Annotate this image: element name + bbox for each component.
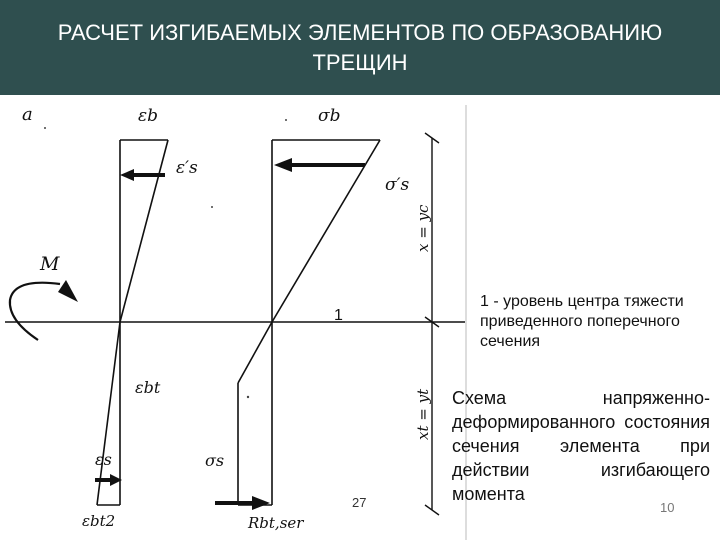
stress-arrow-bottom (215, 496, 270, 510)
diagram-caption: Схема напряженно-деформированного состояния сечения элемента при действии изгибающего момента (452, 388, 710, 504)
moment-arrow-icon (10, 280, 78, 340)
page-number: 27 (352, 495, 367, 510)
label-sigma-b: σb (318, 106, 341, 126)
label-sigma-s: σs (205, 451, 225, 470)
label-a: a (22, 104, 33, 125)
stress-arrow-top (274, 158, 365, 172)
label-sigma-s-prime: σ′s (385, 175, 410, 195)
label-eps-s-prime: ε′s (176, 158, 198, 178)
label-eps-b: εb (138, 106, 159, 126)
label-eps-s: εs (95, 450, 112, 469)
label-dim-x: x = yc (414, 204, 432, 252)
diagram-canvas (0, 95, 468, 540)
legend-text: 1 - уровень центра тяжести приведенного поперечного сечения (480, 293, 684, 350)
strain-compression-line (120, 140, 168, 322)
dimension-line (425, 133, 439, 515)
slide-title-line2: ТРЕЩИН (312, 49, 408, 75)
stress-strain-diagram (0, 95, 468, 540)
label-r-bt-ser: Rbt,ser (248, 514, 304, 532)
label-marker-1: 1 (334, 307, 343, 324)
slide-number: 10 (660, 500, 675, 515)
label-dim-xt: xt = yt (414, 388, 432, 440)
slide-title (0, 0, 720, 95)
label-eps-bt: εbt (135, 378, 161, 397)
stress-tension-sloped-line (238, 322, 272, 383)
label-eps-bt2: εbt2 (82, 512, 116, 530)
slide-title-line1: РАСЧЕТ ИЗГИБАЕМЫХ ЭЛЕМЕНТОВ ПО ОБРАЗОВАНИЮ (57, 19, 663, 45)
label-moment: M (40, 253, 60, 275)
